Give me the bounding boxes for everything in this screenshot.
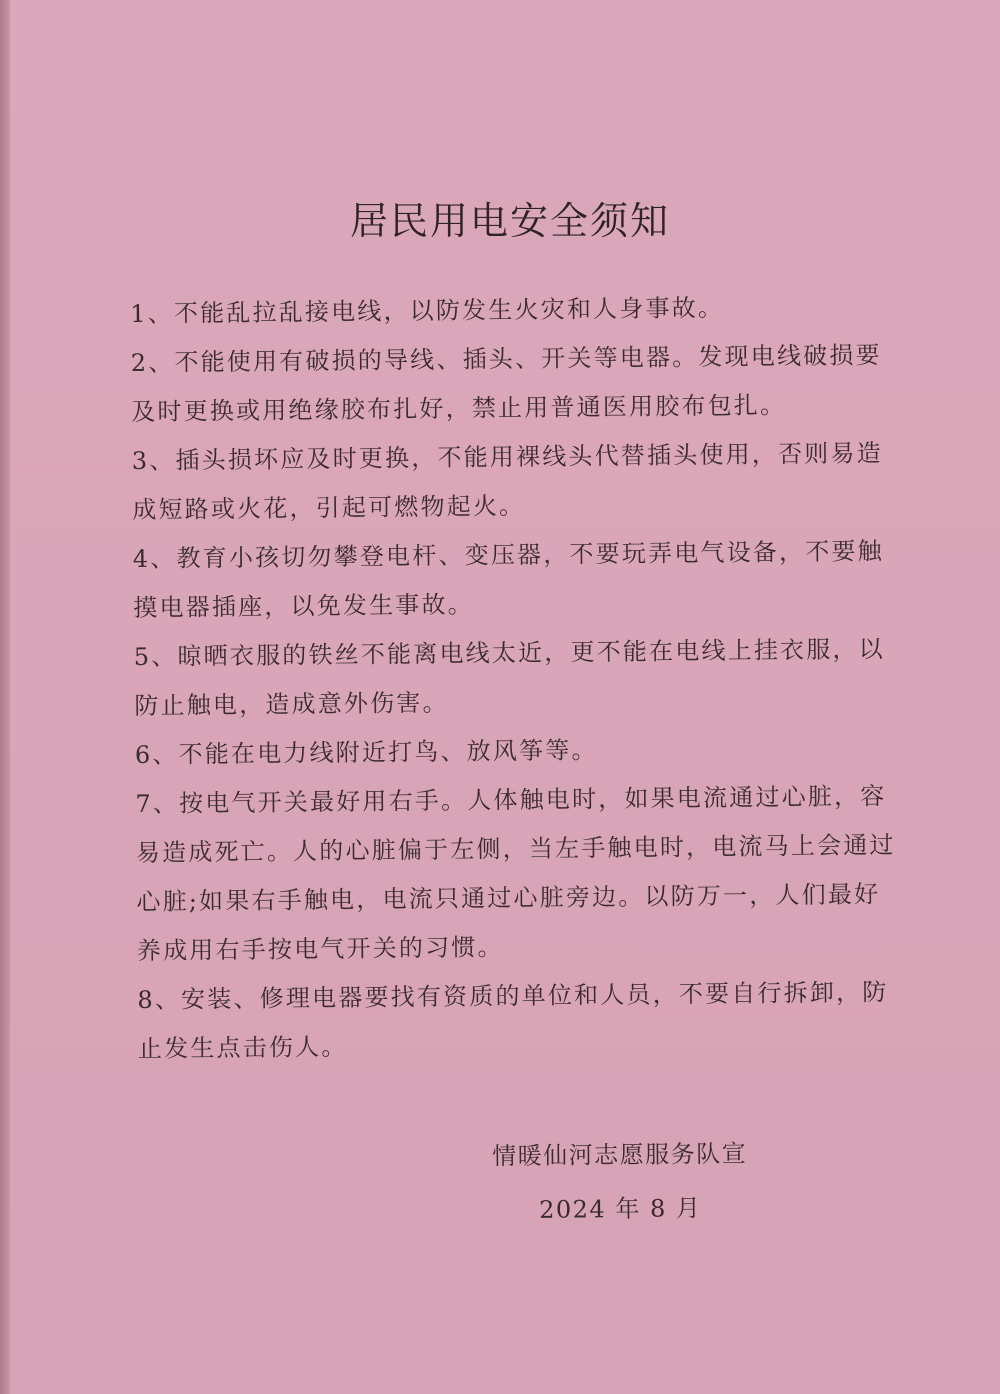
notice-item-7: 7、按电气开关最好用右手。人体触电时，如果电流通过心脏，容易造成死亡。人的心脏偏于左侧，当左手触电时，电流马上会通过心脏;如果右手触电，电流只通过心脏旁边。以防万一，人们最好养成用右手按电气开关的习惯。: [135, 782, 896, 965]
notice-item-8: 8、安装、修理电器要找有资质的单位和人员，不要自行拆卸，防止发生点击伤人。: [137, 978, 889, 1063]
notice-item-2: 2、不能使用有破损的导线、插头、开关等电器。发现电线破损要及时更换或用绝缘胶布扎好，禁止用普通医用胶布包扎。: [130, 341, 882, 426]
paper-edge-shadow: [0, 0, 10, 1394]
notice-title: 居民用电安全须知: [349, 199, 670, 243]
notice-items: [130, 282, 898, 1074]
notice-item-4: 4、教育小孩切勿攀登电杆、变压器，不要玩弄电气设备，不要触摸电器插座，以免发生事故。: [132, 537, 885, 622]
issue-date: 2024 年 8 月: [539, 1194, 702, 1224]
notice-item-1: 1、不能乱拉乱接电线，以防发生火灾和人身事故。: [130, 293, 725, 328]
notice-item-5: 5、晾晒衣服的铁丝不能离电线太近，更不能在电线上挂衣服，以防止触电，造成意外伤害。: [133, 635, 886, 720]
notice-item-3: 3、插头损坏应及时更换，不能用裸线头代替插头使用，否则易造成短路或火花，引起可燃物起火。: [131, 439, 883, 524]
signature-block: [429, 1128, 810, 1236]
issuer-name: 情暖仙河志愿服务队宣: [492, 1139, 748, 1171]
notice-item-6: 6、不能在电力线附近打鸟、放风筝等。: [134, 736, 598, 769]
